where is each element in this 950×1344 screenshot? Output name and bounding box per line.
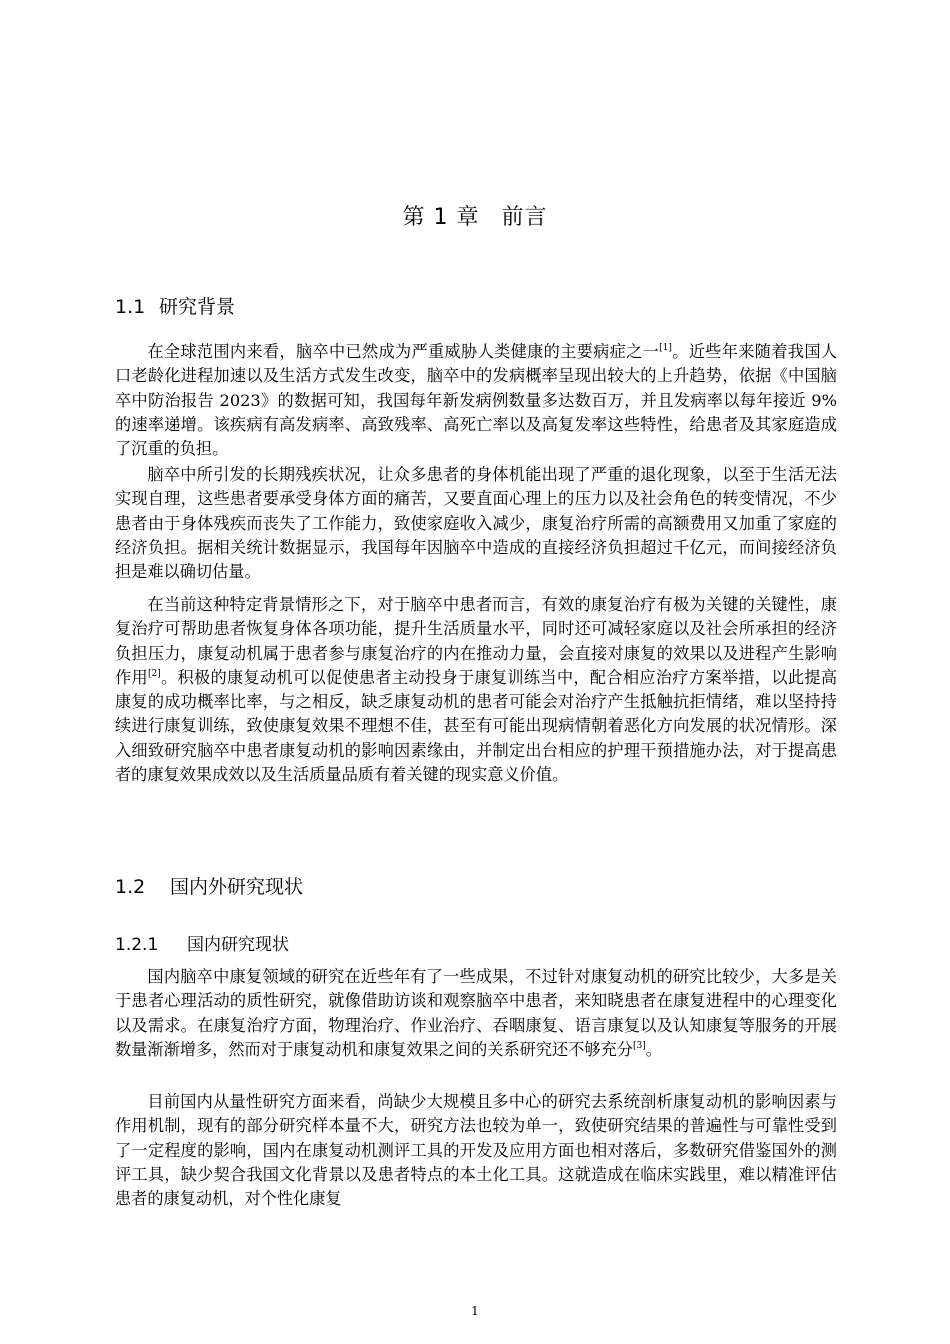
subsection-title: 国内研究现状 [187, 935, 289, 955]
citation: [2] [148, 668, 161, 679]
section-number: 1.1 [115, 296, 146, 318]
paragraph: 目前国内从量性研究方面来看，尚缺少大规模且多中心的研究去系统剖析康复动机的影响因素与作用机制，现有的部分研究样本量不大，研究方法也较为单一，致使研究结果的普遍性与可靠性受到了一定程度的影响，国内在康复动机测评工具的开发及应用方面也相对落后，多数研究借鉴国外的测评工具，缺少契合我国文化背景以及患者特点的本土化工具。这就造成在临床实践里，难以精准评估患者的康复动机，对个性化康复 [115, 1092, 837, 1209]
paragraph: 脑卒中所引发的长期残疾状况，让众多患者的身体机能出现了严重的退化现象，以至于生活无法实现自理，这些患者要承受身体方面的痛苦，又要直面心理上的压力以及社会角色的转变情况，不少患者由于身体残疾而丧失了工作能力，致使家庭收入减少，康复治疗所需的高额费用又加重了家庭的经济负担。据相关统计数据显示，我国每年因脑卒中造成的直接经济负担超过千亿元，而间接经济负担是难以确切估量。 [115, 465, 837, 582]
paragraph: 国内脑卒中康复领域的研究在近些年有了一些成果，不过针对康复动机的研究比较少，大多是关于患者心理活动的质性研究，就像借助访谈和观察脑卒中患者，来知晓患者在康复进程中的心理变化以及需求。在康复治疗方面，物理治疗、作业治疗、吞咽康复、语言康复以及认知康复等服务的开展数量渐渐增多，然而对于康复动机和康复效果之间的关系研究还不够充分[3]。 [115, 967, 837, 1059]
paragraph: 在全球范围内来看，脑卒中已然成为严重威胁人类健康的主要病症之一[1]。近些年来随着我国人口老龄化进程加速以及生活方式发生改变，脑卒中的发病概率呈现出较大的上升趋势，依据《中国脑卒中防治报告 2023》的数据可知，我国每年新发病例数量多达数百万，并且发病率以每年接近 9%的速率递增。该疾病有高发病率、高致残率、高死亡率以及高复发率这些特性，给患者及其家庭造成了沉重的负担。 [115, 342, 838, 459]
section-title: 国内外研究现状 [170, 876, 304, 898]
page-number: 1 [471, 1304, 479, 1318]
citation: [3] [633, 1040, 646, 1051]
subsection-number: 1.2.1 [115, 935, 159, 955]
chapter-name: 前言 [501, 205, 548, 230]
subsection-heading-1-2-1 [115, 930, 289, 955]
section-heading-1-2 [115, 872, 303, 899]
section-title: 研究背景 [159, 296, 236, 318]
section-number: 1.2 [115, 876, 146, 898]
chapter-title [0, 200, 950, 231]
section-heading-1-1 [115, 292, 235, 319]
paragraph: 在当前这种特定背景情形之下，对于脑卒中患者而言，有效的康复治疗有极为关键的关键性，康复治疗可帮助患者恢复身体各项功能，提升生活质量水平，同时还可减轻家庭以及社会所承担的经济负担压力，康复动机属于患者参与康复治疗的内在推动力量，会直接对康复的效果以及进程产生影响作用[2]。积极的康复动机可以促使患者主动投身于康复训练当中，配合相应治疗方案举措，以此提高康复的成功概率比率，与之相反，缺乏康复动机的患者可能会对治疗产生抵触抗拒情绪，难以坚持持续进行康复训练，致使康复效果不理想不佳，甚至有可能出现病情朝着恶化方向发展的状况情形。深入细致研究脑卒中患者康复动机的影响因素缘由，并制定出台相应的护理干预措施办法，对于提高患者的康复效果成效以及生活质量品质有着关键的现实意义价值。 [115, 595, 838, 785]
chapter-number: 第 1 章 [402, 205, 480, 230]
citation: [1] [659, 343, 672, 353]
